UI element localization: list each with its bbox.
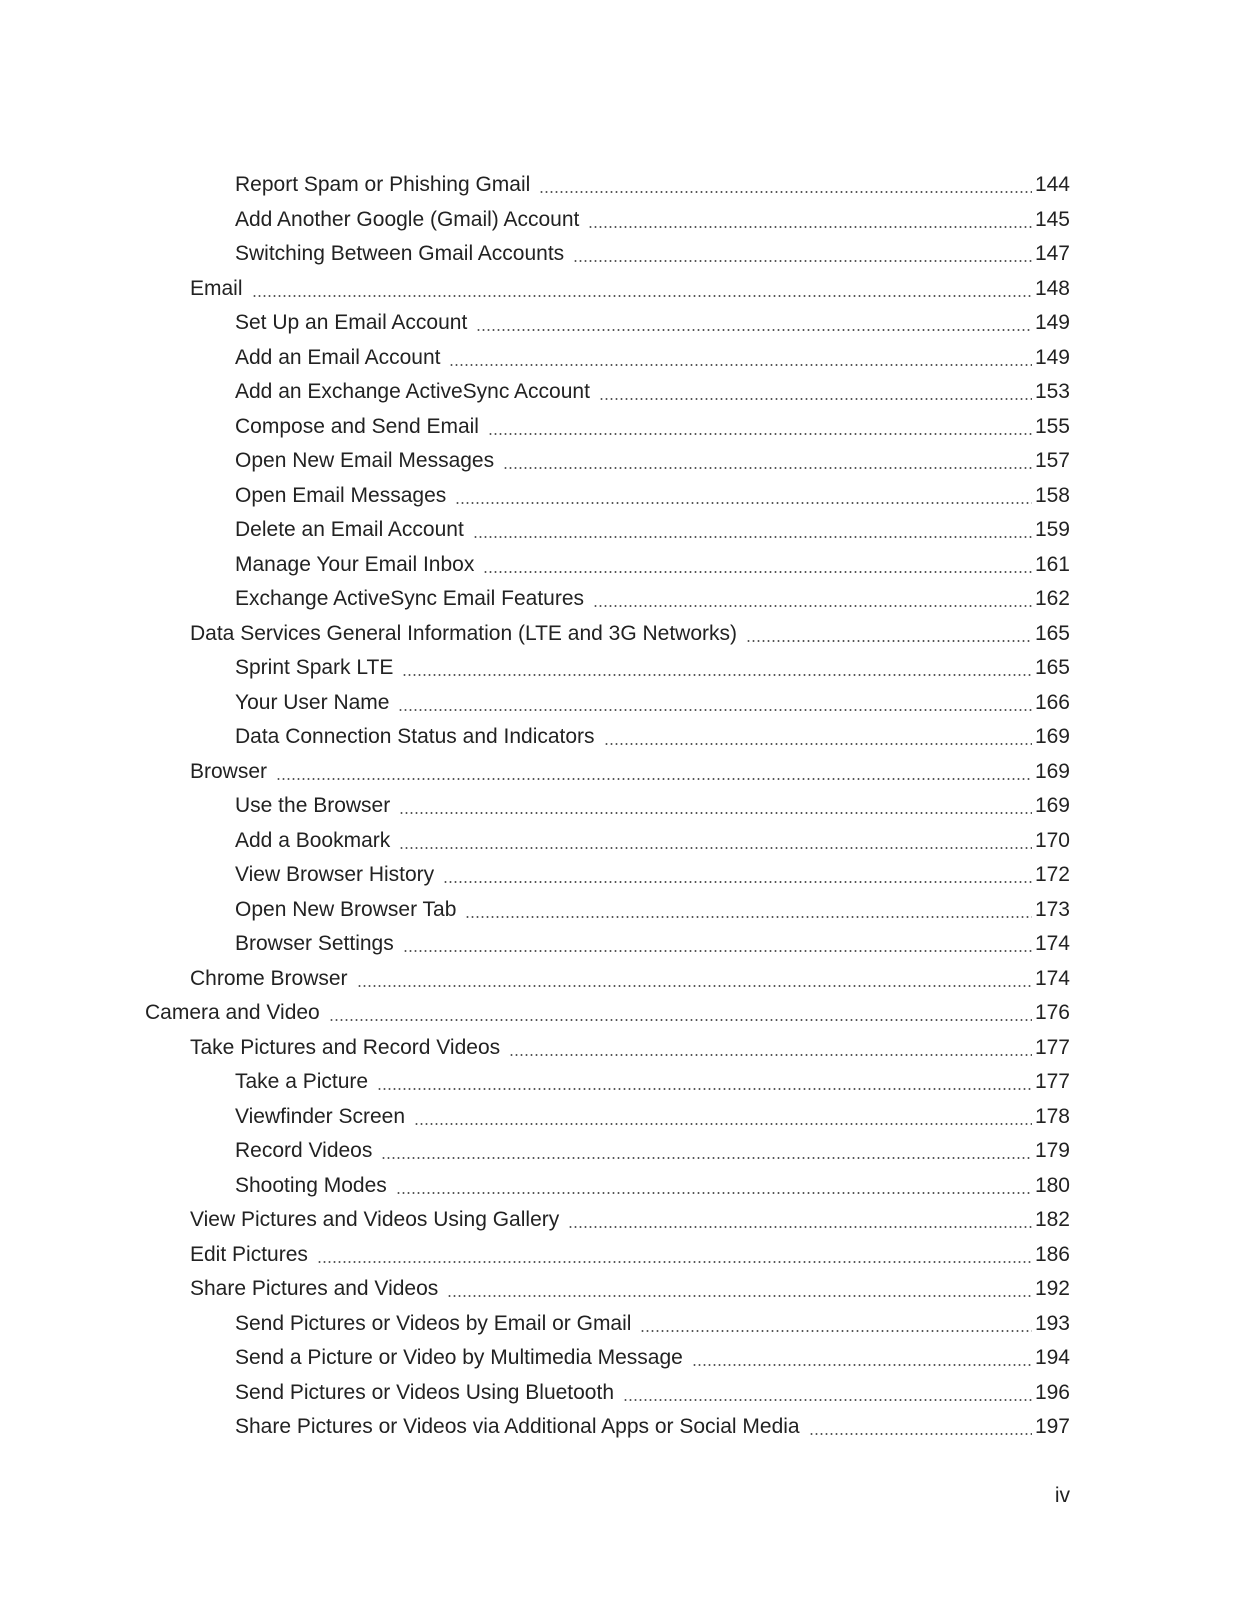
toc-entry[interactable] bbox=[0, 1203, 1237, 1238]
toc-entry-title: Record Videos bbox=[235, 1139, 373, 1163]
page-number: iv bbox=[1054, 1484, 1070, 1507]
toc-entry-title: Chrome Browser bbox=[190, 966, 348, 990]
toc-entry-page: 153 bbox=[1034, 380, 1070, 404]
toc-entry-title: Manage Your Email Inbox bbox=[235, 552, 475, 576]
dot-leader bbox=[329, 1019, 1032, 1021]
toc-entry[interactable] bbox=[0, 755, 1237, 790]
dot-leader bbox=[399, 847, 1032, 849]
toc-entry[interactable] bbox=[0, 375, 1237, 410]
toc-entry[interactable] bbox=[0, 341, 1237, 376]
toc-entry[interactable] bbox=[0, 1169, 1237, 1204]
toc-entry-title: Add an Email Account bbox=[235, 345, 441, 369]
toc-entry[interactable] bbox=[0, 272, 1237, 307]
toc-entry-page: 182 bbox=[1034, 1208, 1070, 1232]
toc-entry-page: 173 bbox=[1034, 897, 1070, 921]
dot-leader bbox=[402, 674, 1032, 676]
dot-leader bbox=[593, 605, 1032, 607]
dot-leader bbox=[640, 1330, 1032, 1332]
toc-entry-page: 170 bbox=[1034, 828, 1070, 852]
toc-entry-title: Exchange ActiveSync Email Features bbox=[235, 587, 585, 611]
toc-entry-page: 165 bbox=[1034, 656, 1070, 680]
toc-entry[interactable] bbox=[0, 1031, 1237, 1066]
dot-leader bbox=[276, 778, 1032, 780]
toc-entry-title: Open New Browser Tab bbox=[235, 897, 457, 921]
toc-entry-title: Take a Picture bbox=[235, 1070, 369, 1094]
toc-entry-title: Compose and Send Email bbox=[235, 414, 479, 438]
toc-entry-title: Send Pictures or Videos by Email or Gmail bbox=[235, 1311, 632, 1335]
toc-entry-page: 149 bbox=[1034, 345, 1070, 369]
toc-entry[interactable] bbox=[0, 962, 1237, 997]
toc-entry-title: Shooting Modes bbox=[235, 1173, 387, 1197]
toc-entry-title: Browser Settings bbox=[235, 932, 394, 956]
dot-leader bbox=[588, 226, 1032, 228]
toc-entry-page: 166 bbox=[1034, 690, 1070, 714]
toc-entry-title: Camera and Video bbox=[145, 1001, 320, 1025]
dot-leader bbox=[403, 950, 1032, 952]
dot-leader bbox=[449, 364, 1031, 366]
dot-leader bbox=[473, 536, 1032, 538]
dot-leader bbox=[357, 985, 1032, 987]
toc-entry-page: 149 bbox=[1034, 311, 1070, 335]
toc-entry[interactable] bbox=[0, 720, 1237, 755]
toc-entry-page: 169 bbox=[1034, 794, 1070, 818]
toc-entry-page: 193 bbox=[1034, 1311, 1070, 1335]
dot-leader bbox=[455, 502, 1032, 504]
dot-leader bbox=[414, 1123, 1032, 1125]
dot-leader bbox=[483, 571, 1032, 573]
dot-leader bbox=[447, 1295, 1032, 1297]
toc-entry[interactable] bbox=[0, 1134, 1237, 1169]
toc-entry[interactable] bbox=[0, 203, 1237, 238]
toc-entry-page: 158 bbox=[1034, 483, 1070, 507]
toc-entry[interactable] bbox=[0, 237, 1237, 272]
toc-entry[interactable] bbox=[0, 410, 1237, 445]
toc-entry[interactable] bbox=[0, 893, 1237, 928]
toc-entry[interactable] bbox=[0, 582, 1237, 617]
toc-entry-title: Open New Email Messages bbox=[235, 449, 495, 473]
toc-entry-page: 196 bbox=[1034, 1380, 1070, 1404]
toc-entry-page: 197 bbox=[1034, 1415, 1070, 1439]
dot-leader bbox=[568, 1226, 1032, 1228]
toc-entry[interactable] bbox=[0, 168, 1237, 203]
toc-entry-page: 172 bbox=[1034, 863, 1070, 887]
toc-entry[interactable] bbox=[0, 1410, 1237, 1445]
toc-entry-title: Add an Exchange ActiveSync Account bbox=[235, 380, 590, 404]
toc-entry-page: 186 bbox=[1034, 1242, 1070, 1266]
dot-leader bbox=[465, 916, 1032, 918]
toc-entry[interactable] bbox=[0, 651, 1237, 686]
toc-entry[interactable] bbox=[0, 444, 1237, 479]
toc-entry[interactable] bbox=[0, 927, 1237, 962]
toc-entry-page: 144 bbox=[1034, 173, 1070, 197]
toc-entry[interactable] bbox=[0, 513, 1237, 548]
toc-entry-title: Email bbox=[190, 276, 243, 300]
toc-entry-page: 155 bbox=[1034, 414, 1070, 438]
dot-leader bbox=[503, 467, 1032, 469]
toc-entry-page: 147 bbox=[1034, 242, 1070, 266]
toc-entry-page: 162 bbox=[1034, 587, 1070, 611]
toc-entry-title: Your User Name bbox=[235, 690, 390, 714]
toc-entry-page: 194 bbox=[1034, 1346, 1070, 1370]
toc-entry-page: 159 bbox=[1034, 518, 1070, 542]
toc-entry-page: 145 bbox=[1034, 207, 1070, 231]
toc-entry[interactable] bbox=[0, 686, 1237, 721]
toc-entry-title: Viewfinder Screen bbox=[235, 1104, 406, 1128]
table-of-contents bbox=[0, 168, 1237, 1445]
toc-entry-page: 157 bbox=[1034, 449, 1070, 473]
toc-entry[interactable] bbox=[0, 1376, 1237, 1411]
dot-leader bbox=[396, 1192, 1032, 1194]
toc-entry-title: Use the Browser bbox=[235, 794, 391, 818]
dot-leader bbox=[399, 812, 1032, 814]
dot-leader bbox=[539, 191, 1032, 193]
dot-leader bbox=[488, 433, 1032, 435]
toc-entry-page: 174 bbox=[1034, 932, 1070, 956]
toc-entry-page: 178 bbox=[1034, 1104, 1070, 1128]
dot-leader bbox=[623, 1399, 1032, 1401]
toc-entry-page: 148 bbox=[1034, 276, 1070, 300]
toc-entry-page: 169 bbox=[1034, 759, 1070, 783]
dot-leader bbox=[443, 881, 1032, 883]
toc-entry-title: Data Services General Information (LTE and 3G Networks) bbox=[190, 621, 737, 645]
toc-entry-title: Open Email Messages bbox=[235, 483, 447, 507]
toc-entry[interactable] bbox=[0, 1100, 1237, 1135]
dot-leader bbox=[746, 640, 1032, 642]
toc-entry[interactable] bbox=[0, 306, 1237, 341]
toc-entry-title: Send Pictures or Videos Using Bluetooth bbox=[235, 1380, 615, 1404]
toc-entry-page: 177 bbox=[1034, 1035, 1070, 1059]
dot-leader bbox=[476, 329, 1032, 331]
toc-entry[interactable] bbox=[0, 789, 1237, 824]
dot-leader bbox=[381, 1157, 1032, 1159]
toc-entry[interactable] bbox=[0, 479, 1237, 514]
toc-entry-page: 176 bbox=[1034, 1001, 1070, 1025]
dot-leader bbox=[809, 1433, 1032, 1435]
dot-leader bbox=[509, 1054, 1032, 1056]
toc-entry-title: Edit Pictures bbox=[190, 1242, 308, 1266]
toc-entry-title: View Pictures and Videos Using Gallery bbox=[190, 1208, 560, 1232]
toc-entry-title: Report Spam or Phishing Gmail bbox=[235, 173, 531, 197]
toc-entry-title: Send a Picture or Video by Multimedia Message bbox=[235, 1346, 683, 1370]
toc-entry-page: 174 bbox=[1034, 966, 1070, 990]
dot-leader bbox=[377, 1088, 1032, 1090]
dot-leader bbox=[604, 743, 1032, 745]
dot-leader bbox=[252, 295, 1032, 297]
toc-entry[interactable] bbox=[0, 1341, 1237, 1376]
toc-entry-title: Share Pictures and Videos bbox=[190, 1277, 439, 1301]
toc-entry-title: Sprint Spark LTE bbox=[235, 656, 394, 680]
toc-entry-title: Add a Bookmark bbox=[235, 828, 391, 852]
toc-entry-title: View Browser History bbox=[235, 863, 435, 887]
toc-entry-title: Share Pictures or Videos via Additional Apps or Social Media bbox=[235, 1415, 800, 1439]
toc-entry[interactable] bbox=[0, 617, 1237, 652]
dot-leader bbox=[599, 398, 1032, 400]
toc-entry[interactable] bbox=[0, 548, 1237, 583]
toc-entry-title: Data Connection Status and Indicators bbox=[235, 725, 595, 749]
dot-leader bbox=[317, 1261, 1032, 1263]
toc-entry-title: Switching Between Gmail Accounts bbox=[235, 242, 565, 266]
toc-entry[interactable] bbox=[0, 996, 1237, 1031]
toc-entry-title: Set Up an Email Account bbox=[235, 311, 468, 335]
toc-entry-page: 177 bbox=[1034, 1070, 1070, 1094]
toc-entry-title: Take Pictures and Record Videos bbox=[190, 1035, 501, 1059]
toc-entry[interactable] bbox=[0, 1272, 1237, 1307]
toc-entry[interactable] bbox=[0, 1307, 1237, 1342]
dot-leader bbox=[692, 1364, 1032, 1366]
toc-entry[interactable] bbox=[0, 824, 1237, 859]
toc-entry[interactable] bbox=[0, 1238, 1237, 1273]
toc-entry[interactable] bbox=[0, 1065, 1237, 1100]
toc-entry-page: 180 bbox=[1034, 1173, 1070, 1197]
toc-entry-page: 165 bbox=[1034, 621, 1070, 645]
toc-entry-page: 161 bbox=[1034, 552, 1070, 576]
toc-entry-page: 169 bbox=[1034, 725, 1070, 749]
toc-entry-title: Browser bbox=[190, 759, 268, 783]
toc-entry-page: 179 bbox=[1034, 1139, 1070, 1163]
toc-entry-page: 192 bbox=[1034, 1277, 1070, 1301]
dot-leader bbox=[398, 709, 1031, 711]
toc-entry-title: Delete an Email Account bbox=[235, 518, 464, 542]
toc-entry-title: Add Another Google (Gmail) Account bbox=[235, 207, 580, 231]
toc-entry[interactable] bbox=[0, 858, 1237, 893]
dot-leader bbox=[573, 260, 1032, 262]
